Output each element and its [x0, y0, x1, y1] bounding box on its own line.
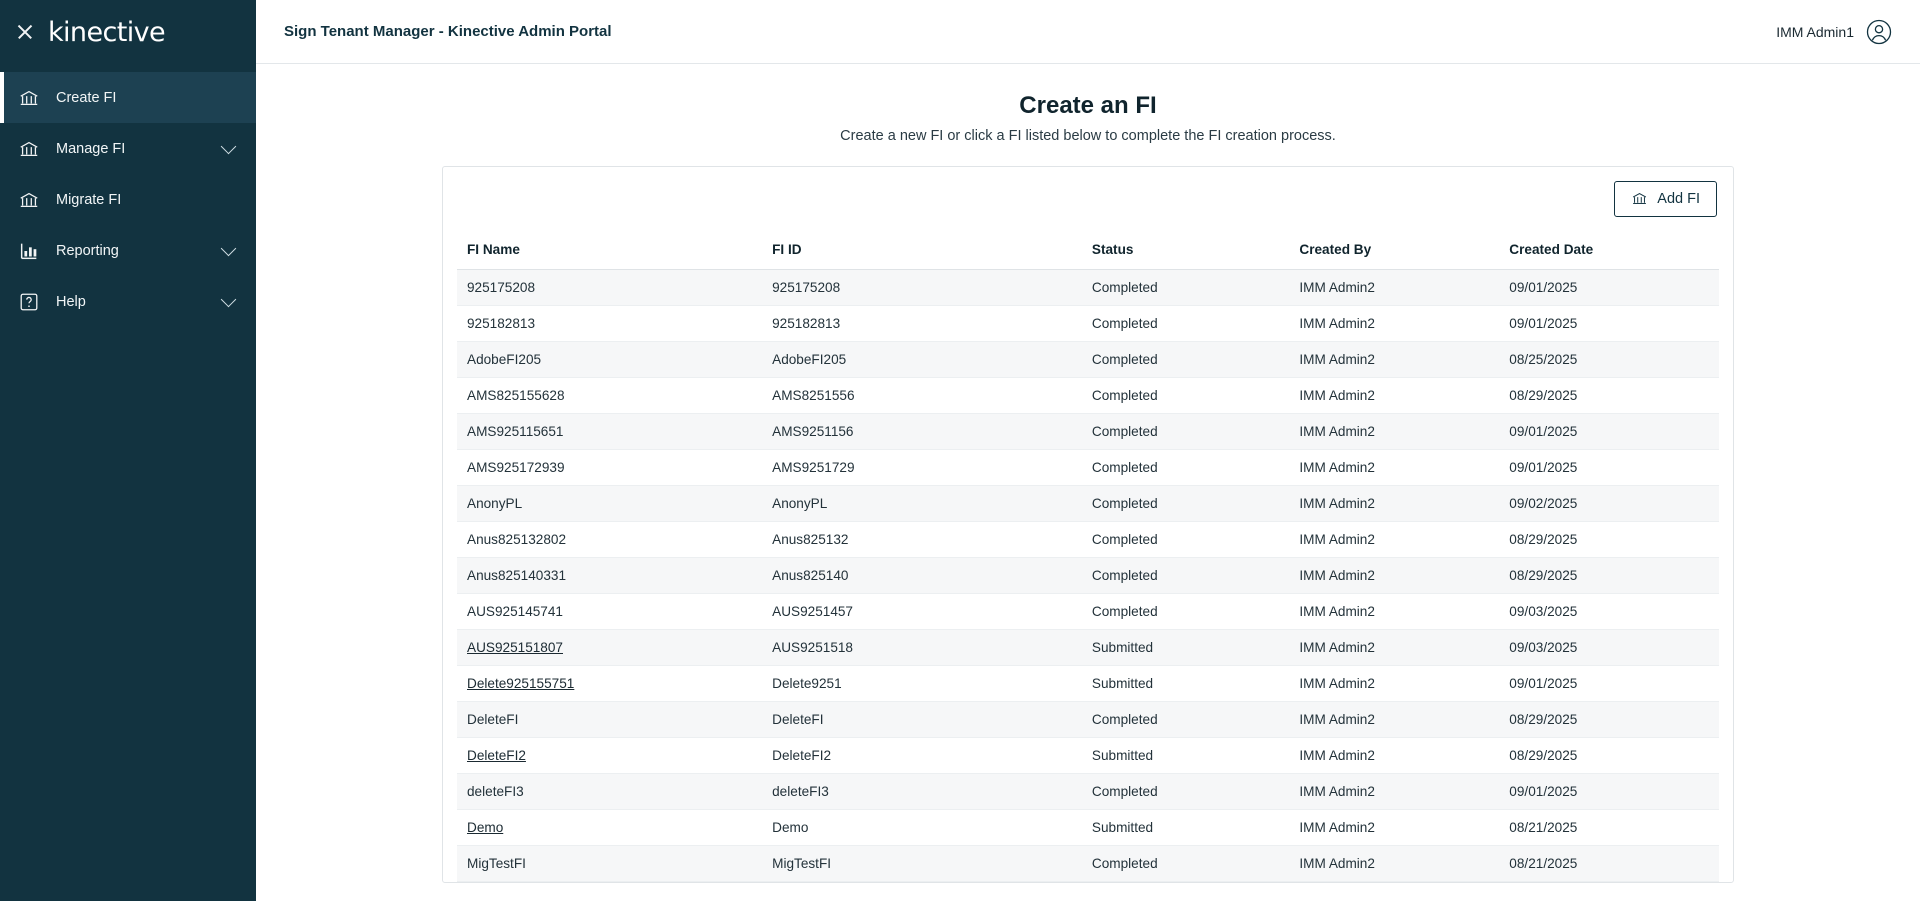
cell-created-by: IMM Admin2: [1289, 702, 1499, 738]
column-header-status[interactable]: Status: [1082, 230, 1289, 270]
cell-status: Submitted: [1082, 810, 1289, 846]
cell-fi-id: AnonyPL: [762, 486, 1082, 522]
cell-created-date: 09/02/2025: [1499, 486, 1719, 522]
cell-created-date: 09/03/2025: [1499, 594, 1719, 630]
sidebar: [0, 0, 256, 901]
cell-created-date: 09/01/2025: [1499, 666, 1719, 702]
table-row[interactable]: [457, 522, 1719, 558]
create-fi-heading: Create an FI: [1019, 92, 1157, 119]
sidebar-item-label: Reporting: [56, 242, 119, 259]
main-area: [256, 0, 1920, 901]
table-row[interactable]: [457, 342, 1719, 378]
column-header-fi-id[interactable]: FI ID: [762, 230, 1082, 270]
cell-status: Completed: [1082, 486, 1289, 522]
cell-created-date: 08/29/2025: [1499, 522, 1719, 558]
cell-created-by: IMM Admin2: [1289, 378, 1499, 414]
cell-created-by: IMM Admin2: [1289, 486, 1499, 522]
cell-created-by: IMM Admin2: [1289, 846, 1499, 882]
cell-created-date: 09/01/2025: [1499, 306, 1719, 342]
table-row[interactable]: [457, 810, 1719, 846]
cell-fi-name[interactable]: [457, 810, 762, 846]
cell-status: Completed: [1082, 450, 1289, 486]
cell-fi-id: 925175208: [762, 270, 1082, 306]
cell-fi-name[interactable]: [457, 738, 762, 774]
cell-fi-id: Anus825140: [762, 558, 1082, 594]
fi-table-head: [457, 230, 1719, 270]
cell-fi-name[interactable]: [457, 666, 762, 702]
cell-status: Completed: [1082, 594, 1289, 630]
sidebar-nav: [0, 72, 256, 327]
cell-fi-name: Anus825132802: [457, 522, 762, 558]
cell-fi-name: DeleteFI: [457, 702, 762, 738]
table-header-row: [457, 230, 1719, 270]
cell-fi-name: AMS825155628: [457, 378, 762, 414]
cell-status: Completed: [1082, 774, 1289, 810]
cell-status: Completed: [1082, 342, 1289, 378]
table-row[interactable]: [457, 846, 1719, 882]
cell-created-by: IMM Admin2: [1289, 630, 1499, 666]
cell-status: Submitted: [1082, 738, 1289, 774]
sidebar-item-migrate-fi[interactable]: [0, 174, 256, 225]
cell-fi-name: MigTestFI: [457, 846, 762, 882]
cell-fi-id: Delete9251: [762, 666, 1082, 702]
cell-created-by: IMM Admin2: [1289, 810, 1499, 846]
cell-created-by: IMM Admin2: [1289, 774, 1499, 810]
sidebar-item-label: Manage FI: [56, 140, 126, 157]
cell-fi-name: AMS925172939: [457, 450, 762, 486]
help-icon: [18, 291, 40, 313]
cell-status: Submitted: [1082, 666, 1289, 702]
cell-created-date: 08/25/2025: [1499, 342, 1719, 378]
cell-created-by: IMM Admin2: [1289, 522, 1499, 558]
cell-created-date: 09/01/2025: [1499, 450, 1719, 486]
fi-name-link[interactable]: Demo: [467, 820, 504, 835]
fi-name-link[interactable]: Delete925155751: [467, 676, 575, 691]
bank-icon: [18, 189, 40, 211]
cell-fi-id: AMS9251156: [762, 414, 1082, 450]
bank-icon: [1631, 190, 1648, 207]
chevron-down-icon[interactable]: [221, 139, 237, 155]
cell-fi-id: AUS9251518: [762, 630, 1082, 666]
sidebar-item-label: Help: [56, 293, 86, 310]
user-avatar-icon[interactable]: [1866, 19, 1892, 45]
column-header-fi-name[interactable]: FI Name: [457, 230, 762, 270]
cell-fi-id: Anus825132: [762, 522, 1082, 558]
cell-fi-id: 925182813: [762, 306, 1082, 342]
cell-fi-id: deleteFI3: [762, 774, 1082, 810]
table-row[interactable]: [457, 774, 1719, 810]
sidebar-header: [0, 0, 256, 64]
cell-fi-id: DeleteFI2: [762, 738, 1082, 774]
cell-fi-id: Demo: [762, 810, 1082, 846]
fi-table-body: [457, 270, 1719, 882]
fi-table-wrap: [443, 230, 1733, 882]
table-row[interactable]: [457, 594, 1719, 630]
sidebar-item-reporting[interactable]: [0, 225, 256, 276]
cell-created-by: IMM Admin2: [1289, 450, 1499, 486]
cell-fi-id: AUS9251457: [762, 594, 1082, 630]
sidebar-item-create-fi[interactable]: [0, 72, 256, 123]
bank-icon: [18, 138, 40, 160]
cell-created-date: 08/21/2025: [1499, 810, 1719, 846]
user-name: IMM Admin1: [1776, 23, 1854, 40]
cell-fi-id: AMS8251556: [762, 378, 1082, 414]
bank-icon: [18, 87, 40, 109]
fi-name-link[interactable]: AUS925151807: [467, 640, 563, 655]
cell-status: Completed: [1082, 558, 1289, 594]
add-fi-button[interactable]: [1614, 181, 1717, 217]
cell-status: Completed: [1082, 522, 1289, 558]
close-icon[interactable]: [14, 21, 36, 43]
cell-created-date: 08/29/2025: [1499, 378, 1719, 414]
cell-status: Completed: [1082, 270, 1289, 306]
chevron-down-icon[interactable]: [221, 292, 237, 308]
table-row[interactable]: [457, 630, 1719, 666]
table-row[interactable]: [457, 702, 1719, 738]
cell-fi-id: AdobeFI205: [762, 342, 1082, 378]
table-row[interactable]: [457, 378, 1719, 414]
fi-table: [457, 230, 1719, 882]
cell-created-date: 09/01/2025: [1499, 270, 1719, 306]
card-toolbar: [443, 167, 1733, 230]
chevron-down-icon[interactable]: [221, 241, 237, 257]
column-header-created-date[interactable]: Created Date: [1499, 230, 1719, 270]
cell-status: Completed: [1082, 846, 1289, 882]
cell-created-by: IMM Admin2: [1289, 738, 1499, 774]
cell-created-by: IMM Admin2: [1289, 306, 1499, 342]
cell-created-by: IMM Admin2: [1289, 558, 1499, 594]
cell-fi-name: AnonyPL: [457, 486, 762, 522]
cell-fi-id: AMS9251729: [762, 450, 1082, 486]
brand-logo: kinective: [48, 16, 165, 48]
sidebar-item-manage-fi[interactable]: [0, 123, 256, 174]
cell-status: Completed: [1082, 306, 1289, 342]
topbar: [256, 0, 1920, 64]
create-fi-subtitle: Create a new FI or click a FI listed below to complete the FI creation process.: [840, 128, 1336, 144]
cell-fi-name: 925182813: [457, 306, 762, 342]
table-row[interactable]: [457, 450, 1719, 486]
cell-status: Completed: [1082, 378, 1289, 414]
cell-fi-id: MigTestFI: [762, 846, 1082, 882]
cell-fi-name[interactable]: [457, 630, 762, 666]
sidebar-item-help[interactable]: [0, 276, 256, 327]
topbar-user-area: [1776, 19, 1892, 45]
cell-status: Submitted: [1082, 630, 1289, 666]
cell-created-by: IMM Admin2: [1289, 342, 1499, 378]
cell-created-date: 09/01/2025: [1499, 774, 1719, 810]
table-row[interactable]: [457, 414, 1719, 450]
cell-created-date: 08/29/2025: [1499, 558, 1719, 594]
page-title: Sign Tenant Manager - Kinective Admin Portal: [284, 23, 612, 40]
cell-created-date: 08/29/2025: [1499, 702, 1719, 738]
sidebar-item-label: Migrate FI: [56, 191, 122, 208]
cell-fi-name: AUS925145741: [457, 594, 762, 630]
cell-fi-name: deleteFI3: [457, 774, 762, 810]
cell-status: Completed: [1082, 414, 1289, 450]
cell-fi-name: AdobeFI205: [457, 342, 762, 378]
cell-created-by: IMM Admin2: [1289, 270, 1499, 306]
content-area: [256, 64, 1920, 901]
table-row[interactable]: [457, 738, 1719, 774]
table-row[interactable]: [457, 306, 1719, 342]
cell-created-date: 08/21/2025: [1499, 846, 1719, 882]
cell-status: Completed: [1082, 702, 1289, 738]
cell-created-by: IMM Admin2: [1289, 594, 1499, 630]
add-fi-button-label: Add FI: [1657, 190, 1700, 207]
fi-list-card: [442, 166, 1734, 883]
cell-fi-name: Anus825140331: [457, 558, 762, 594]
cell-created-by: IMM Admin2: [1289, 414, 1499, 450]
cell-created-date: 09/01/2025: [1499, 414, 1719, 450]
cell-created-date: 09/03/2025: [1499, 630, 1719, 666]
bar-chart-icon: [18, 240, 40, 262]
cell-fi-name: AMS925115651: [457, 414, 762, 450]
table-row[interactable]: [457, 486, 1719, 522]
cell-fi-name: 925175208: [457, 270, 762, 306]
table-row[interactable]: [457, 270, 1719, 306]
table-row[interactable]: [457, 666, 1719, 702]
fi-name-link[interactable]: DeleteFI2: [467, 748, 526, 763]
table-row[interactable]: [457, 558, 1719, 594]
cell-created-date: 08/29/2025: [1499, 738, 1719, 774]
cell-fi-id: DeleteFI: [762, 702, 1082, 738]
sidebar-item-label: Create FI: [56, 89, 117, 106]
column-header-created-by[interactable]: Created By: [1289, 230, 1499, 270]
cell-created-by: IMM Admin2: [1289, 666, 1499, 702]
